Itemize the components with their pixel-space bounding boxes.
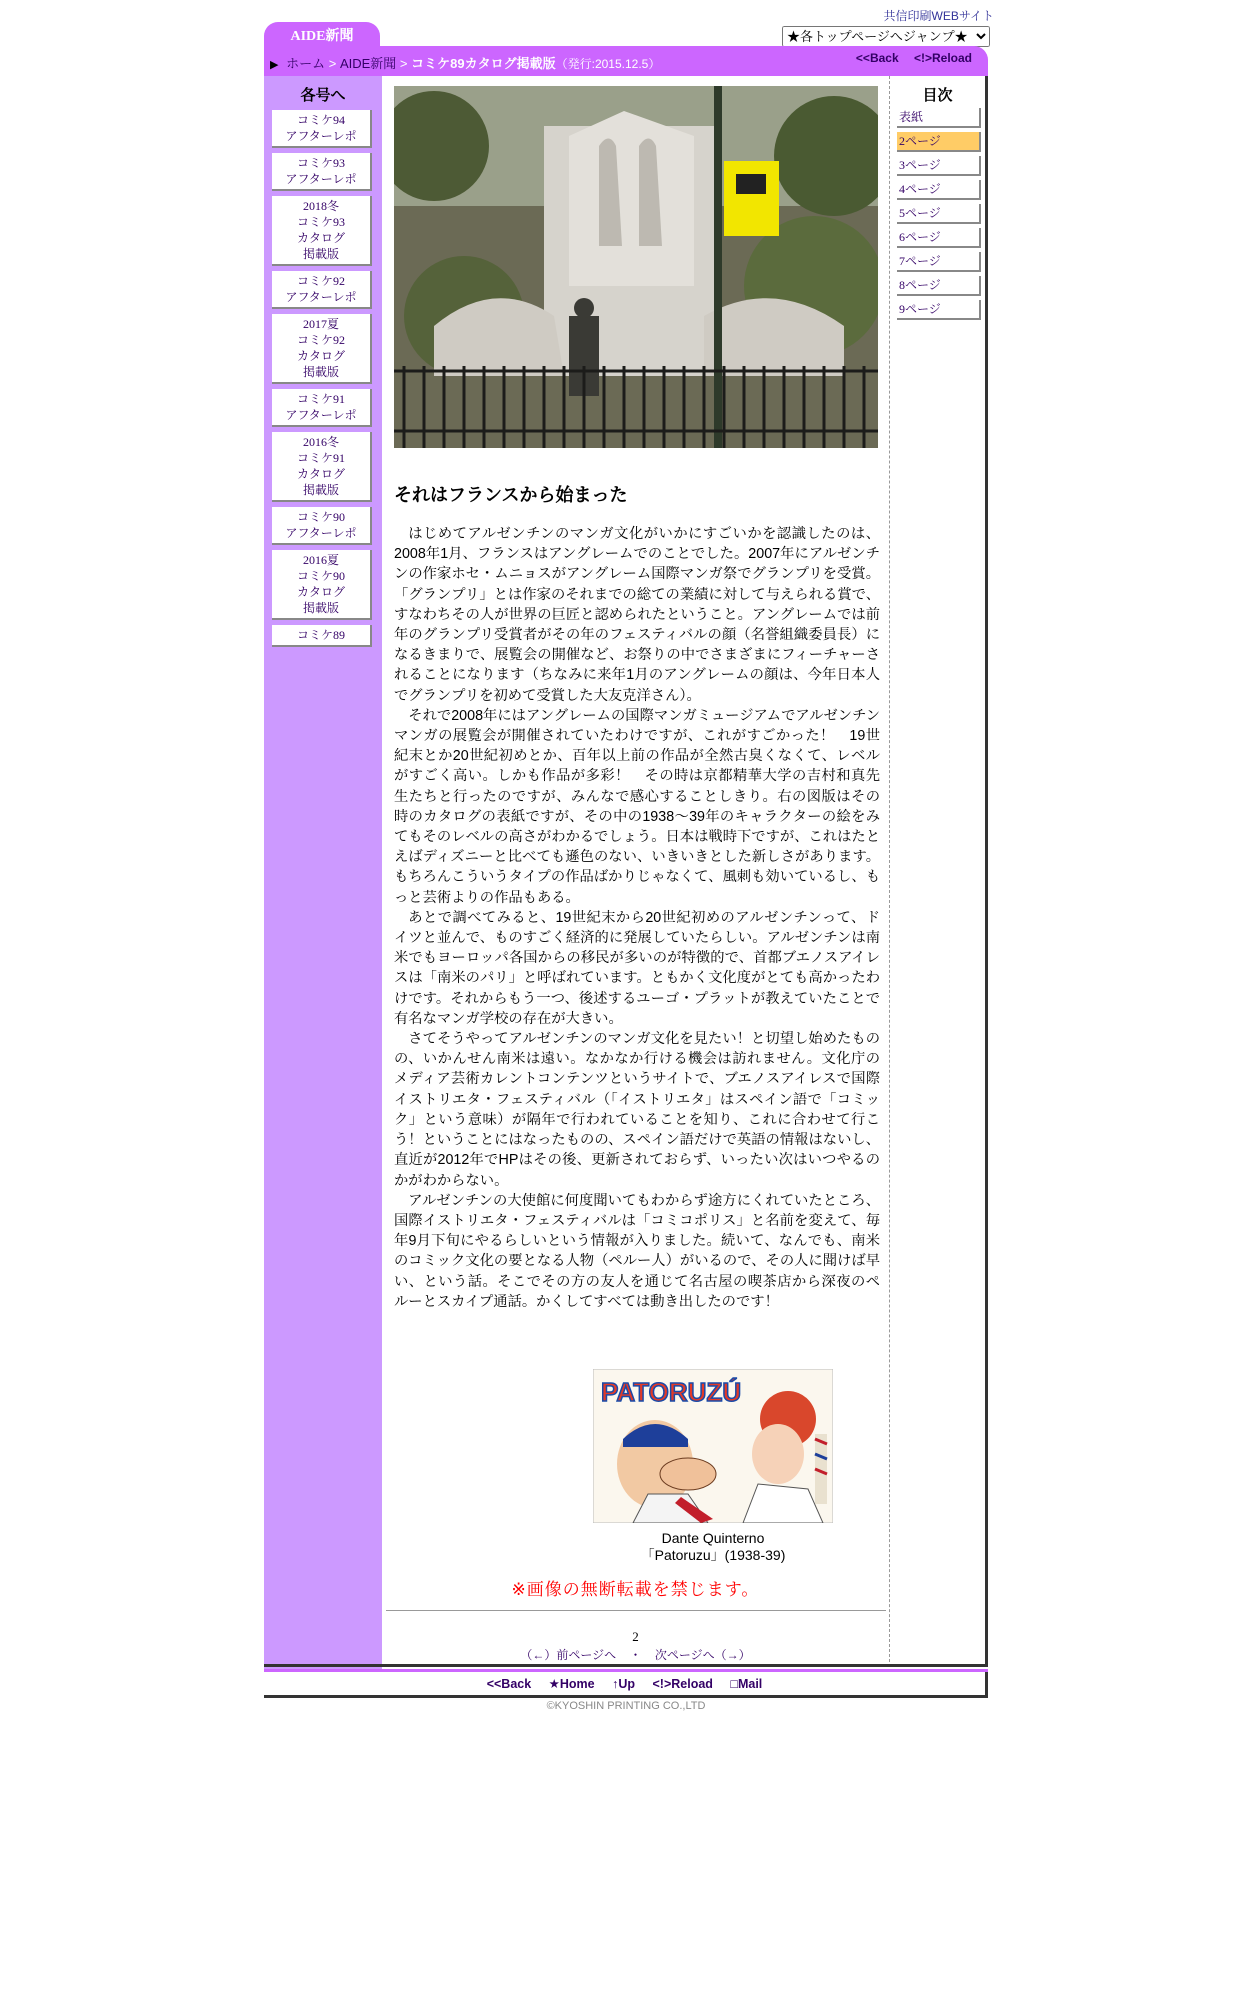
article-title: それはフランスから始まった	[394, 485, 628, 505]
toc-item[interactable]: 2ページ	[897, 132, 981, 152]
issue-link[interactable]: 2018冬 コミケ93 カタログ 掲載版	[272, 196, 372, 266]
company-site-link[interactable]: 共信印刷WEBサイト	[883, 9, 994, 23]
article-paragraph: あとで調べてみると、19世紀末から20世紀初めのアルゼンチンって、ドイツと並んで、ものすごく経済的に発展していたらしい。アルゼンチンは南米でもヨーロッパ各国からの移民が多いのが特徴的で、首都ブエノスアイレスは「南米のパリ」と呼ばれています。ともかく文化度がとても高かったわけです。それからもう一つ、後述するユーゴ・プラットが教えていたことで有名なマンガ学校の存在が大きい。	[394, 909, 880, 1027]
copyright: ©KYOSHIN PRINTING CO.,LTD	[546, 1700, 706, 1712]
footer-up-link[interactable]: ↑Up	[612, 1677, 636, 1691]
breadcrumb-current: コミケ89カタログ掲載版	[411, 56, 556, 71]
toc-item[interactable]: 表紙	[897, 108, 981, 128]
issue-link[interactable]: コミケ93 アフターレポ	[272, 153, 372, 191]
content-frame-border	[264, 76, 988, 1667]
toc-item[interactable]: 5ページ	[897, 204, 981, 224]
back-button[interactable]: <<Back	[855, 51, 899, 65]
issue-link[interactable]: 2016冬 コミケ91 カタログ 掲載版	[272, 432, 372, 502]
issue-link[interactable]: コミケ89	[272, 625, 372, 647]
article-paragraph: それで2008年にはアングレームの国際マンガミュージアムでアルゼンチンマンガの展覧会が開催されていたわけですが、これがすごかった！ 19世紀末とか20世紀初めとか、百年以上前の作品が全然古臭くなくて、レベルがすごく高い。しかも作品が多彩！ その時は京都精華大学の吉村和真先生たちと行ったのですが、みんなで感心することしきり。右の図版はその時のカタログの表紙ですが、その中の1938～39年のキャラクターの絵をみてもそのレベルの高さがわかるでしょう。日本は戦時下ですが、これはたとえばディズニーと比べても遜色のない、いきいきとした新しさがあります。もちろんこういうタイプの作品ばかりじゃなくて、風刺も効いているし、もっと芸術よりの作品もある。	[394, 707, 880, 906]
aide-news-tab[interactable]: AIDE新聞	[264, 22, 380, 50]
page-number: 2	[632, 1629, 639, 1644]
issue-sidebar-title: 各号へ	[300, 87, 346, 104]
breadcrumb-separator: >	[399, 56, 408, 71]
toc-item[interactable]: 8ページ	[897, 276, 981, 296]
jump-select[interactable]	[782, 26, 990, 47]
issue-link[interactable]: コミケ91 アフターレポ	[272, 389, 372, 427]
toc-item[interactable]: 9ページ	[897, 300, 981, 320]
toc-item[interactable]: 4ページ	[897, 180, 981, 200]
issue-link[interactable]: コミケ90 アフターレポ	[272, 507, 372, 545]
article-paragraph: さてそうやってアルゼンチンのマンガ文化を見たい！と切望し始めたものの、いかんせん南米は遠い。なかなか行ける機会は訪れません。文化庁のメディア芸術カレントコンテンツというサイトで、ブエノスアイレスで国際イストリエタ・フェスティバル（「イストリエタ」はスペイン語で「コミック」という意味）が隔年で行われていることを知り、これに合わせて行こう！ということにはなったものの、スペイン語だけで英語の情報はないし、直近が2012年でHPはその後、更新されておらず、いったい次はいつやるのかがわからない。	[394, 1031, 880, 1189]
next-page-link[interactable]: 次ページへ（→）	[654, 1648, 751, 1662]
toc-item[interactable]: 3ページ	[897, 156, 981, 176]
publish-date: （発行:2015.12.5）	[555, 57, 661, 71]
article-paragraph: はじめてアルゼンチンのマンガ文化がいかにすごいかを認識したのは、2008年1月、フランスはアングレームでのことでした。2007年にアルゼンチンの作家ホセ・ムニョスがアングレーム国際マンガ祭でグランプリを受賞。「グランプリ」とは作家のそれまでの総ての業績に対して与えられる賞で、すなわちその人が世界の巨匠と認められたということ。アングレームでは前年のグランプリ受賞者がその年のフェスティバルの顔（名誉組織委員長）になるきまりで、展覧会の開催など、お祭りの中でさまざまにフィーチャーされることになります（ちなみに来年1月のアングレームの顔は、今年日本人でグランプリを初めて受賞した大友克洋さん）。	[394, 526, 880, 704]
issue-link[interactable]: コミケ94 アフターレポ	[272, 110, 372, 148]
triangle-right-icon: ▶	[270, 59, 279, 71]
top-bar-links	[844, 51, 972, 65]
toc-item[interactable]: 7ページ	[897, 252, 981, 272]
top-bar	[264, 46, 988, 76]
issue-link[interactable]: 2016夏 コミケ90 カタログ 掲載版	[272, 550, 372, 620]
article-paragraph: アルゼンチンの大使館に何度聞いてもわからず途方にくれていたところ、国際イストリエタ・フェスティバルは「コミコポリス」と名前を変えて、毎年9月下旬にやるらしいという情報が入りました。続いて、なんでも、南米のコミック文化の要となる人物（ペルー人）がいるので、その人に聞けば早い、という話。そこでその方の友人を通じて名古屋の喫茶店から深夜のペルーとスカイプ通話。かくしてすべては動き出したのです！	[394, 1192, 880, 1310]
reload-button[interactable]: <!>Reload	[913, 51, 972, 65]
caption-title: 「Patoruzu」(1938-39)	[640, 1547, 786, 1563]
breadcrumb-separator: >	[328, 56, 337, 71]
footer-mail-link[interactable]: □Mail	[730, 1677, 763, 1691]
footer-nav	[264, 1672, 988, 1698]
footer-reload-link[interactable]: <!>Reload	[652, 1677, 713, 1691]
issue-link[interactable]: 2017夏 コミケ92 カタログ 掲載版	[272, 314, 372, 384]
breadcrumb-home-link[interactable]: ホーム	[286, 56, 326, 71]
breadcrumb	[270, 53, 660, 72]
caption-author: Dante Quinterno	[661, 1530, 765, 1546]
footer-home-link[interactable]: ★Home	[548, 1677, 595, 1691]
prev-page-link[interactable]: （←）前ページへ	[520, 1648, 617, 1662]
toc-item[interactable]: 6ページ	[897, 228, 981, 248]
copyright-notice: ※画像の無断転載を禁じます。	[511, 1580, 760, 1599]
footer-back-link[interactable]: <<Back	[486, 1677, 532, 1691]
breadcrumb-section-link[interactable]: AIDE新聞	[339, 56, 397, 71]
toc-title: 目次	[922, 87, 953, 104]
comic-logo-text: PATORUZÚ	[601, 1377, 742, 1407]
nav-separator: ・	[629, 1648, 642, 1662]
issue-link[interactable]: コミケ92 アフターレポ	[272, 271, 372, 309]
